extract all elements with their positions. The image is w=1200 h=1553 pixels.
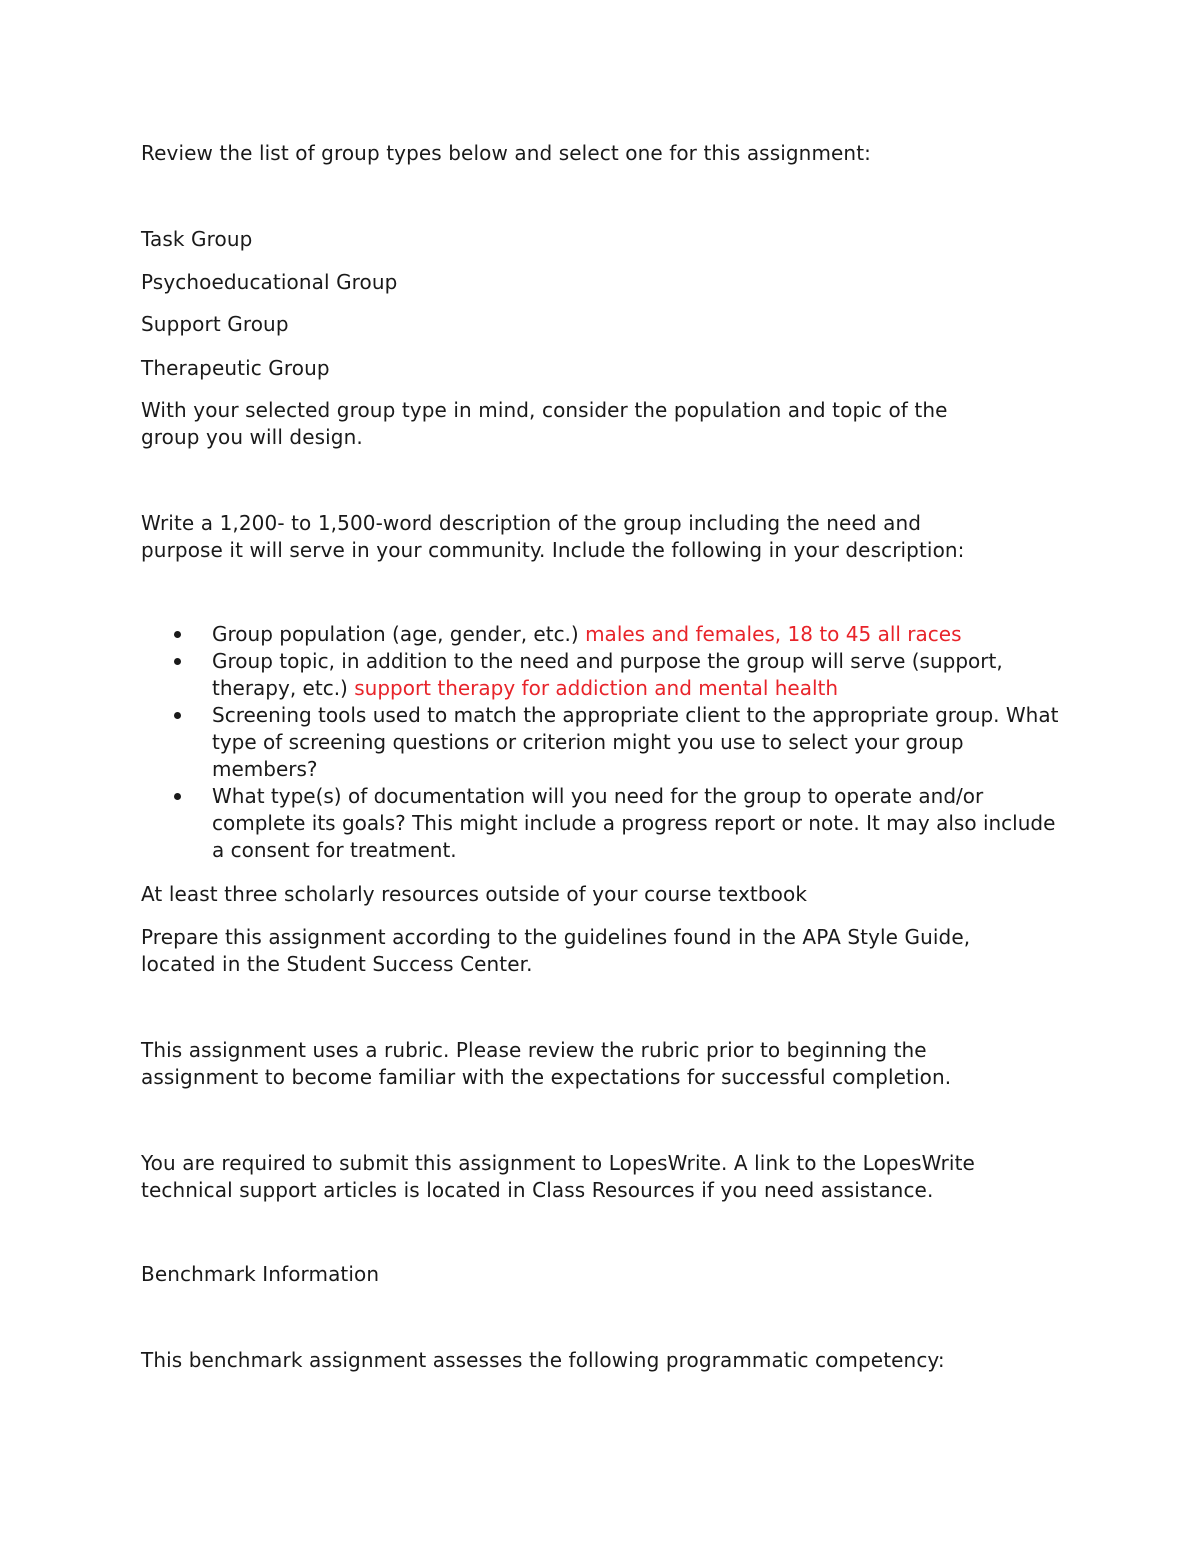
list-item-documentation <box>141 783 1061 864</box>
list-item-topic <box>141 648 1061 702</box>
bullet-text: Screening tools used to match the appropriate client to the appropriate group. What type of screening questions or criterion might you use to select your group members? <box>212 703 1059 781</box>
group-type-task: Task Group <box>141 227 253 251</box>
bullet-icon <box>174 658 181 665</box>
list-item-screening <box>141 702 1061 783</box>
bullet-text: Group topic, in addition to the need and purpose the group will serve (support, therapy, etc.) <box>212 649 1003 700</box>
selected-prompt-line-2: group you will design. <box>141 425 363 449</box>
list-item-population <box>141 621 1061 648</box>
resources-paragraph: At least three scholarly resources outside of your course textbook <box>141 882 808 906</box>
apa-line-1: Prepare this assignment according to the guidelines found in the APA Style Guide, <box>141 925 971 949</box>
bullet-answer: males and females, 18 to 45 all races <box>585 622 962 646</box>
rubric-line-1: This assignment uses a rubric. Please review the rubric prior to beginning the <box>141 1038 927 1062</box>
write-line-2: purpose it will serve in your community. Include the following in your description: <box>141 538 965 562</box>
selected-prompt-line-1: With your selected group type in mind, consider the population and topic of the <box>141 398 948 422</box>
intro-paragraph: Review the list of group types below and select one for this assignment: <box>141 141 871 165</box>
write-line-1: Write a 1,200- to 1,500-word description of the group including the need and <box>141 511 922 535</box>
group-type-support: Support Group <box>141 312 289 336</box>
bullet-icon <box>174 631 181 638</box>
group-type-psychoeducational: Psychoeducational Group <box>141 270 398 294</box>
requirements-list <box>141 621 1061 864</box>
submit-line-1: You are required to submit this assignment to LopesWrite. A link to the LopesWrite <box>141 1151 975 1175</box>
bullet-icon <box>174 793 181 800</box>
bullet-text: What type(s) of documentation will you need for the group to operate and/or complete its goals? This might include a progress report or note. It may also include a consent for treatment. <box>212 784 1056 862</box>
bullet-text: Group population (age, gender, etc.) <box>212 622 586 646</box>
benchmark-heading: Benchmark Information <box>141 1262 380 1286</box>
bullet-icon <box>174 712 181 719</box>
benchmark-paragraph: This benchmark assignment assesses the following programmatic competency: <box>141 1348 945 1372</box>
submit-line-2: technical support articles is located in Class Resources if you need assistance. <box>141 1178 934 1202</box>
bullet-answer: support therapy for addiction and mental health <box>354 676 839 700</box>
rubric-line-2: assignment to become familiar with the expectations for successful completion. <box>141 1065 952 1089</box>
apa-line-2: located in the Student Success Center. <box>141 952 533 976</box>
group-type-therapeutic: Therapeutic Group <box>141 356 330 380</box>
